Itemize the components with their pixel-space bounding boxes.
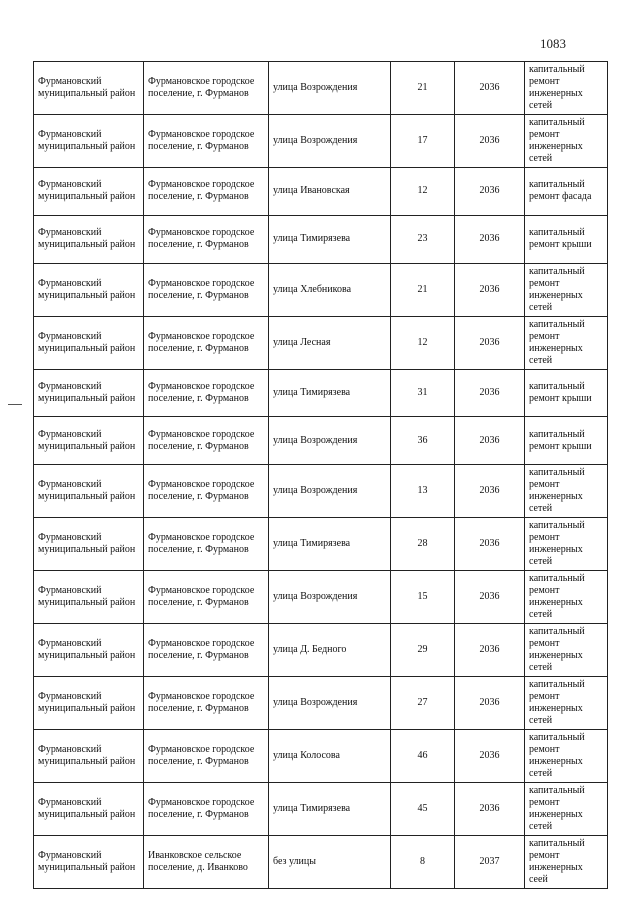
street-cell: без улицы [269, 836, 391, 889]
work-type-cell: капитальный ремонт инженерных сетей [525, 783, 608, 836]
settlement-cell: Фурмановское городское поселение, г. Фурманов [144, 465, 269, 518]
page-number: 1083 [540, 36, 566, 51]
house-number-cell: 31 [391, 369, 455, 417]
house-number-cell: 12 [391, 168, 455, 216]
settlement-cell: Фурмановское городское поселение, г. Фурманов [144, 783, 269, 836]
street-cell: улица Возрождения [269, 465, 391, 518]
settlement-cell: Фурмановское городское поселение, г. Фурманов [144, 624, 269, 677]
settlement-cell: Фурмановское городское поселение, г. Фурманов [144, 168, 269, 216]
district-cell: Фурмановский муниципальный район [34, 417, 144, 465]
district-cell: Фурмановский муниципальный район [34, 115, 144, 168]
district-cell: Фурмановский муниципальный район [34, 836, 144, 889]
settlement-cell: Фурмановское городское поселение, г. Фурманов [144, 518, 269, 571]
year-cell: 2037 [455, 836, 525, 889]
table-row [34, 417, 608, 465]
year-cell: 2036 [455, 417, 525, 465]
work-type-cell: капитальный ремонт инженерных сеей [525, 836, 608, 889]
work-type-cell: капитальный ремонт инженерных сетей [525, 518, 608, 571]
district-cell: Фурмановский муниципальный район [34, 571, 144, 624]
house-number-cell: 46 [391, 730, 455, 783]
table-row [34, 369, 608, 417]
district-cell: Фурмановский муниципальный район [34, 730, 144, 783]
margin-mark [8, 404, 22, 405]
district-cell: Фурмановский муниципальный район [34, 518, 144, 571]
settlement-cell: Фурмановское городское поселение, г. Фурманов [144, 730, 269, 783]
street-cell: улица Возрождения [269, 417, 391, 465]
house-number-cell: 13 [391, 465, 455, 518]
year-cell: 2036 [455, 465, 525, 518]
street-cell: улица Возрождения [269, 571, 391, 624]
house-number-cell: 28 [391, 518, 455, 571]
table-row [34, 783, 608, 836]
settlement-cell: Иванковское сельское поселение, д. Иванково [144, 836, 269, 889]
district-cell: Фурмановский муниципальный район [34, 677, 144, 730]
table-row [34, 518, 608, 571]
house-number-cell: 21 [391, 263, 455, 316]
year-cell: 2036 [455, 215, 525, 263]
year-cell: 2036 [455, 115, 525, 168]
house-number-cell: 29 [391, 624, 455, 677]
street-cell: улица Тимирязева [269, 215, 391, 263]
house-number-cell: 21 [391, 62, 455, 115]
year-cell: 2036 [455, 730, 525, 783]
work-type-cell: капитальный ремонт инженерных сетей [525, 624, 608, 677]
house-number-cell: 36 [391, 417, 455, 465]
house-number-cell: 17 [391, 115, 455, 168]
year-cell: 2036 [455, 783, 525, 836]
district-cell: Фурмановский муниципальный район [34, 168, 144, 216]
table-row [34, 836, 608, 889]
house-number-cell: 15 [391, 571, 455, 624]
settlement-cell: Фурмановское городское поселение, г. Фурманов [144, 115, 269, 168]
settlement-cell: Фурмановское городское поселение, г. Фурманов [144, 215, 269, 263]
table-body [34, 62, 608, 889]
district-cell: Фурмановский муниципальный район [34, 62, 144, 115]
repair-schedule-table [33, 61, 608, 889]
table-row [34, 115, 608, 168]
district-cell: Фурмановский муниципальный район [34, 624, 144, 677]
table-row [34, 168, 608, 216]
house-number-cell: 23 [391, 215, 455, 263]
year-cell: 2036 [455, 571, 525, 624]
settlement-cell: Фурмановское городское поселение, г. Фурманов [144, 369, 269, 417]
district-cell: Фурмановский муниципальный район [34, 263, 144, 316]
district-cell: Фурмановский муниципальный район [34, 369, 144, 417]
table-row [34, 316, 608, 369]
table-row [34, 465, 608, 518]
street-cell: улица Возрождения [269, 115, 391, 168]
year-cell: 2036 [455, 369, 525, 417]
street-cell: улица Ивановская [269, 168, 391, 216]
year-cell: 2036 [455, 518, 525, 571]
year-cell: 2036 [455, 168, 525, 216]
work-type-cell: капитальный ремонт инженерных сетей [525, 730, 608, 783]
work-type-cell: капитальный ремонт крыши [525, 215, 608, 263]
house-number-cell: 12 [391, 316, 455, 369]
house-number-cell: 8 [391, 836, 455, 889]
work-type-cell: капитальный ремонт инженерных сетей [525, 677, 608, 730]
street-cell: улица Тимирязева [269, 783, 391, 836]
settlement-cell: Фурмановское городское поселение, г. Фурманов [144, 677, 269, 730]
district-cell: Фурмановский муниципальный район [34, 465, 144, 518]
street-cell: улица Колосова [269, 730, 391, 783]
settlement-cell: Фурмановское городское поселение, г. Фурманов [144, 417, 269, 465]
district-cell: Фурмановский муниципальный район [34, 783, 144, 836]
work-type-cell: капитальный ремонт инженерных сетей [525, 62, 608, 115]
work-type-cell: капитальный ремонт инженерных сетей [525, 263, 608, 316]
work-type-cell: капитальный ремонт инженерных сетей [525, 571, 608, 624]
work-type-cell: капитальный ремонт крыши [525, 369, 608, 417]
work-type-cell: капитальный ремонт инженерных сетей [525, 316, 608, 369]
street-cell: улица Хлебникова [269, 263, 391, 316]
year-cell: 2036 [455, 624, 525, 677]
year-cell: 2036 [455, 62, 525, 115]
year-cell: 2036 [455, 677, 525, 730]
street-cell: улица Тимирязева [269, 518, 391, 571]
settlement-cell: Фурмановское городское поселение, г. Фурманов [144, 571, 269, 624]
settlement-cell: Фурмановское городское поселение, г. Фурманов [144, 263, 269, 316]
work-type-cell: капитальный ремонт фасада [525, 168, 608, 216]
house-number-cell: 27 [391, 677, 455, 730]
table-row [34, 62, 608, 115]
street-cell: улица Возрождения [269, 677, 391, 730]
table-row [34, 730, 608, 783]
table-row [34, 215, 608, 263]
table-row [34, 263, 608, 316]
work-type-cell: капитальный ремонт инженерных сетей [525, 115, 608, 168]
settlement-cell: Фурмановское городское поселение, г. Фурманов [144, 62, 269, 115]
street-cell: улица Лесная [269, 316, 391, 369]
year-cell: 2036 [455, 263, 525, 316]
district-cell: Фурмановский муниципальный район [34, 215, 144, 263]
street-cell: улица Возрождения [269, 62, 391, 115]
work-type-cell: капитальный ремонт инженерных сетей [525, 465, 608, 518]
table-row [34, 677, 608, 730]
work-type-cell: капитальный ремонт крыши [525, 417, 608, 465]
street-cell: улица Тимирязева [269, 369, 391, 417]
table-row [34, 571, 608, 624]
house-number-cell: 45 [391, 783, 455, 836]
table-row [34, 624, 608, 677]
settlement-cell: Фурмановское городское поселение, г. Фурманов [144, 316, 269, 369]
street-cell: улица Д. Бедного [269, 624, 391, 677]
district-cell: Фурмановский муниципальный район [34, 316, 144, 369]
year-cell: 2036 [455, 316, 525, 369]
